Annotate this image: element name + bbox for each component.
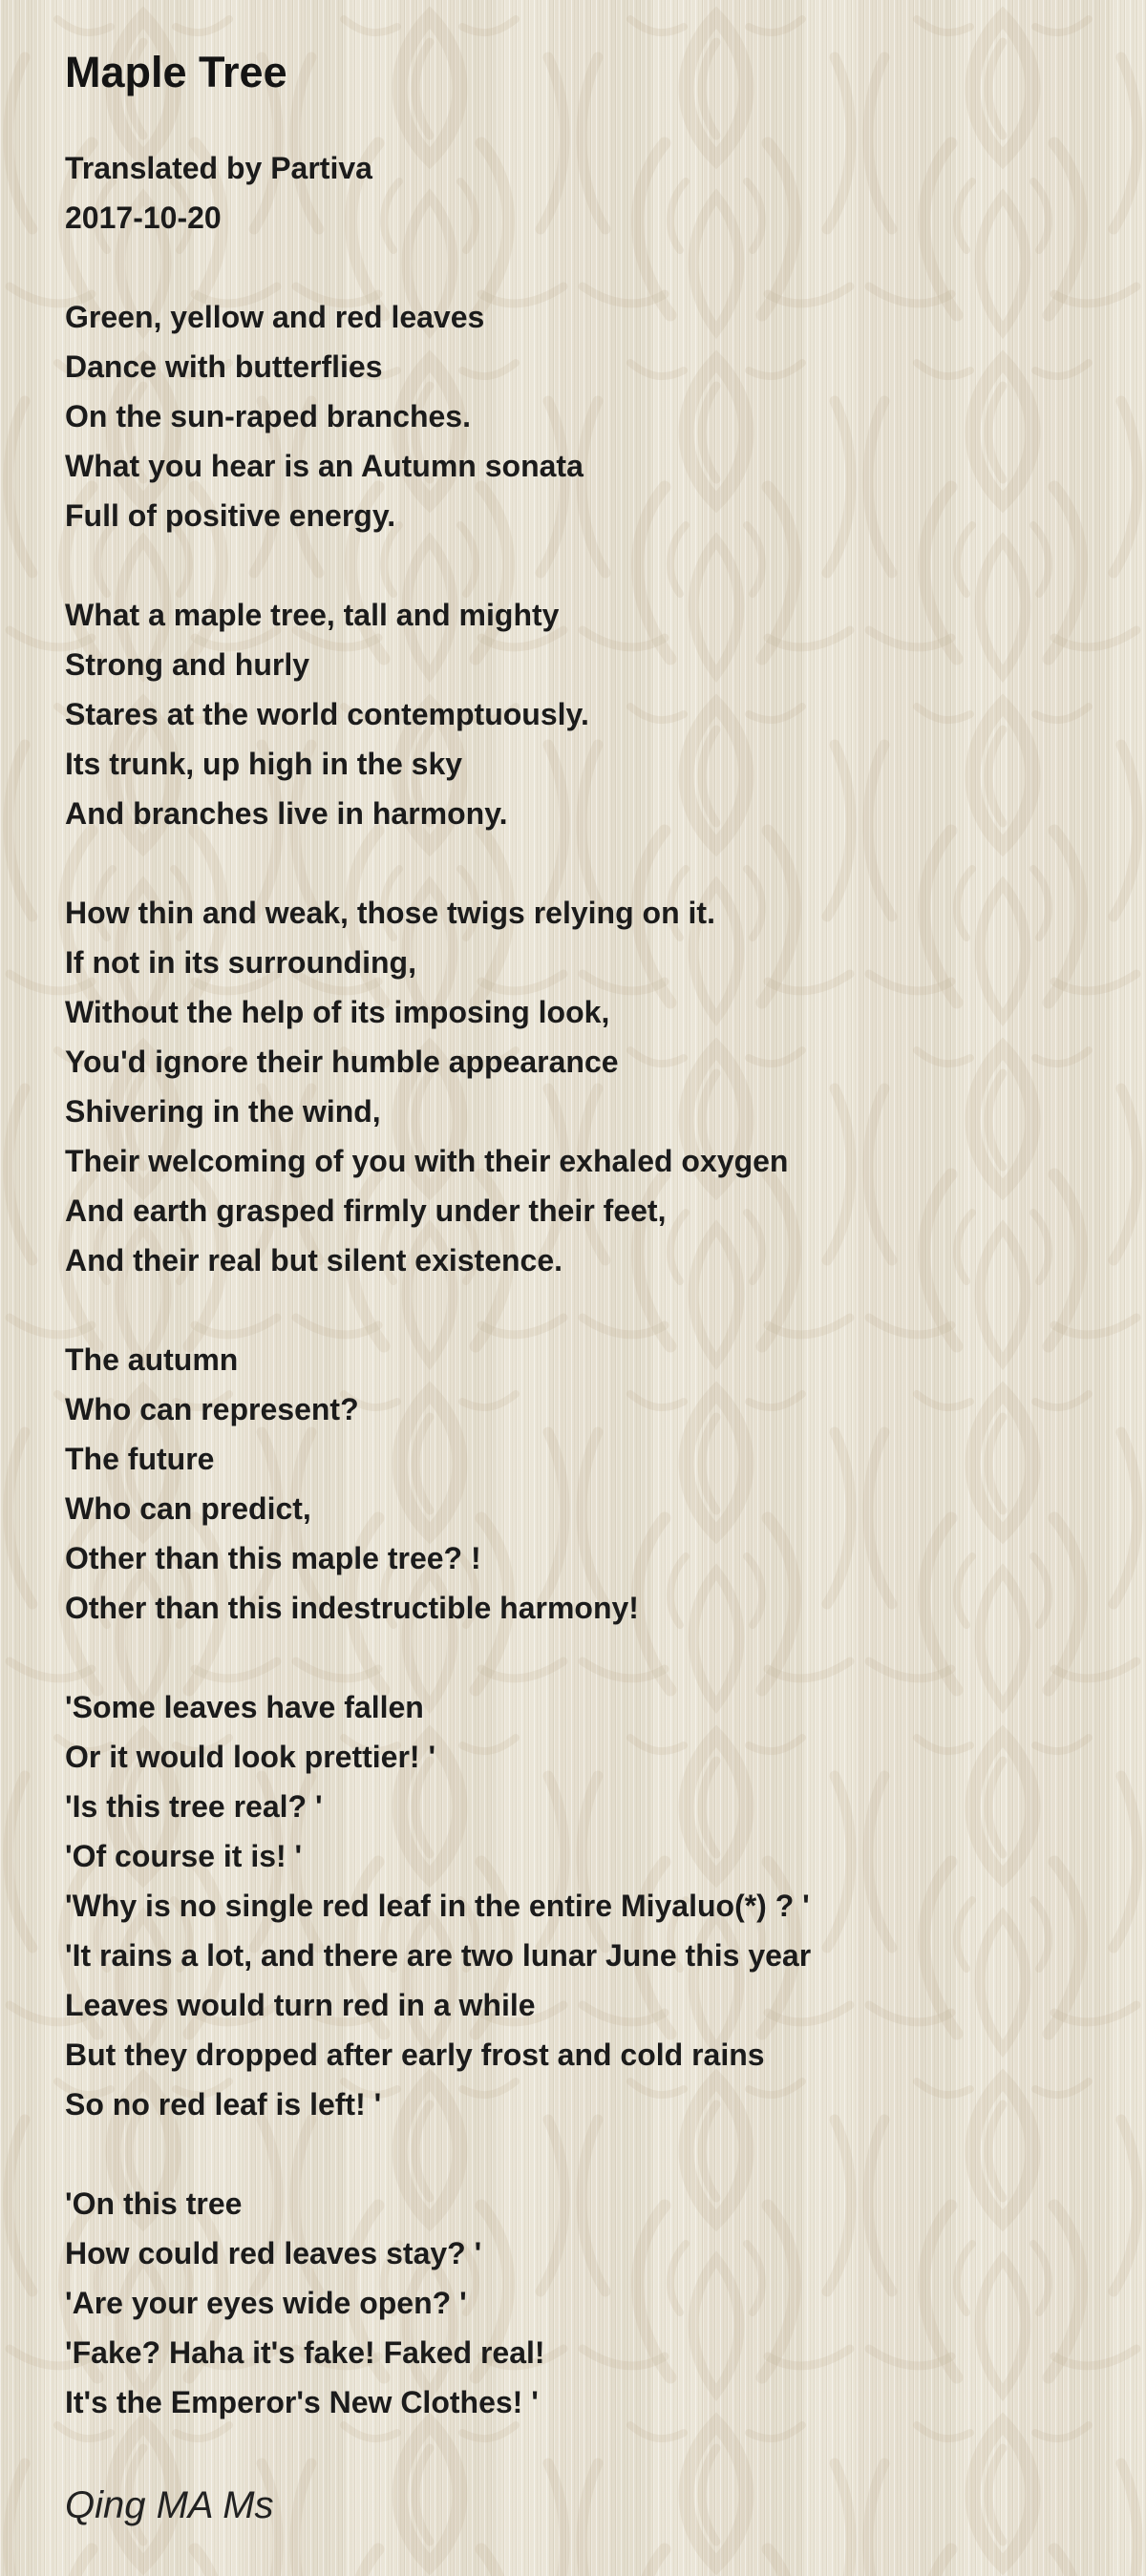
stanza: [65, 292, 1108, 540]
poem-line: How thin and weak, those twigs relying on it.: [65, 896, 715, 930]
stanza: [65, 1682, 1108, 2129]
poet-signature: Qing MA Ms: [65, 2484, 274, 2526]
stanza: [65, 2179, 1108, 2427]
poem-line: So no red leaf is left! ': [65, 2087, 382, 2122]
poem-line: How could red leaves stay? ': [65, 2236, 482, 2270]
poem-line: Strong and hurly: [65, 647, 309, 682]
poem-line: And earth grasped firmly under their feet,: [65, 1193, 667, 1228]
poem-line: 'It rains a lot, and there are two lunar June this year: [65, 1938, 812, 1973]
poem-line: And branches live in harmony.: [65, 796, 508, 831]
poem-line: But they dropped after early frost and cold rains: [65, 2038, 765, 2072]
poem-line: 'Is this tree real? ': [65, 1789, 323, 1824]
stanza: [65, 1335, 1108, 1633]
poem-line: What a maple tree, tall and mighty: [65, 598, 560, 632]
poem-line: Or it would look prettier! ': [65, 1740, 436, 1774]
poem-line: If not in its surrounding,: [65, 945, 416, 980]
poem-line: Their welcoming of you with their exhaled oxygen: [65, 1144, 789, 1178]
poem-line: You'd ignore their humble appearance: [65, 1045, 619, 1079]
poem-line: Green, yellow and red leaves: [65, 300, 485, 334]
poem-line: 'Some leaves have fallen: [65, 1690, 424, 1724]
poem-line: Dance with butterflies: [65, 349, 383, 384]
poem-line: Who can predict,: [65, 1491, 311, 1526]
poem-line: The autumn: [65, 1342, 239, 1377]
poem-line: And their real but silent existence.: [65, 1243, 563, 1277]
poem-line: 'Why is no single red leaf in the entire Miyaluo(*) ? ': [65, 1889, 810, 1923]
stanza: [65, 888, 1108, 1285]
byline-date: 2017-10-20: [65, 201, 222, 235]
poem-line: On the sun-raped branches.: [65, 399, 471, 433]
poem-line: What you hear is an Autumn sonata: [65, 449, 584, 483]
poem-line: Who can represent?: [65, 1392, 359, 1426]
byline-translator: Translated by Partiva: [65, 151, 372, 185]
poem-line: Full of positive energy.: [65, 498, 396, 533]
poem-line: 'Of course it is! ': [65, 1839, 303, 1873]
poem-line: 'Are your eyes wide open? ': [65, 2286, 467, 2320]
poem-line: Without the help of its imposing look,: [65, 995, 610, 1029]
poem-body: [65, 292, 1108, 2427]
poem-line: Other than this indestructible harmony!: [65, 1591, 639, 1625]
poem-line: Other than this maple tree? !: [65, 1541, 481, 1575]
byline: [65, 143, 1108, 243]
poem-line: 'Fake? Haha it's fake! Faked real!: [65, 2335, 545, 2370]
poem-line: Its trunk, up high in the sky: [65, 747, 463, 781]
poem-line: 'On this tree: [65, 2186, 243, 2221]
poem-line: Shivering in the wind,: [65, 1094, 381, 1129]
poem-line: Stares at the world contemptuously.: [65, 697, 589, 731]
stanza: [65, 590, 1108, 838]
poem-line: It's the Emperor's New Clothes! ': [65, 2385, 539, 2419]
poem-line: Leaves would turn red in a while: [65, 1988, 536, 2022]
poem-title: Maple Tree: [65, 48, 287, 96]
poem-line: The future: [65, 1442, 215, 1476]
